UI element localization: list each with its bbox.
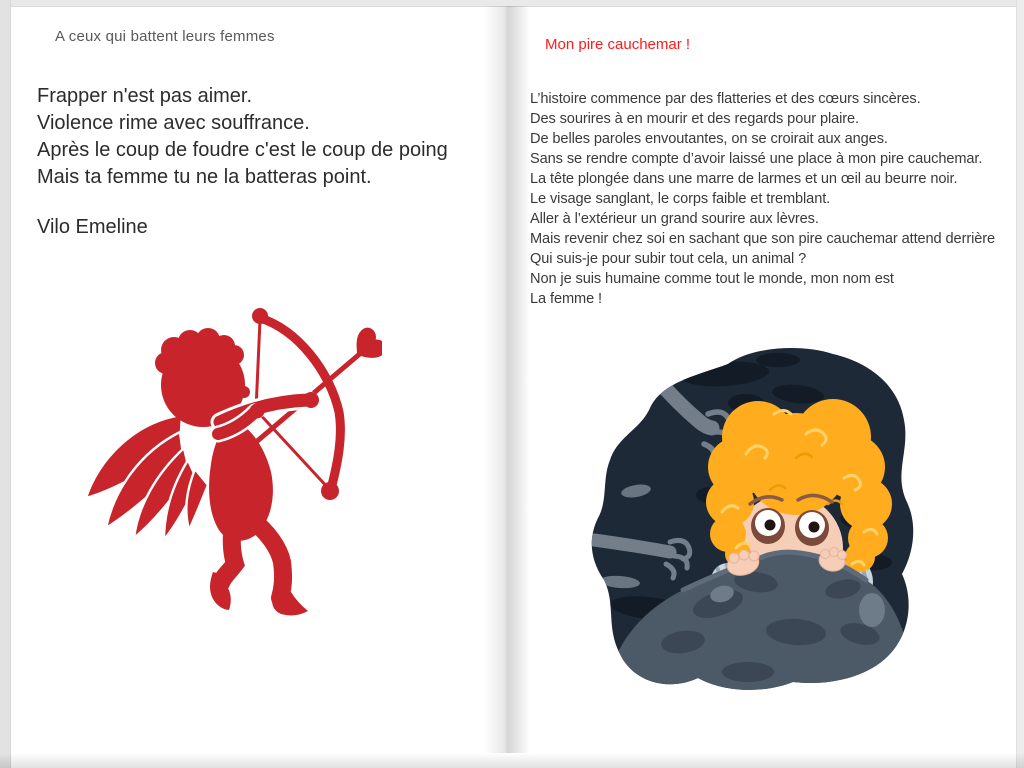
poem-line: La femme ! xyxy=(530,291,602,307)
left-page xyxy=(10,6,486,753)
cupid-silhouette xyxy=(86,308,382,615)
poem-line: De belles paroles envoutantes, on se croirait aux anges. xyxy=(530,131,888,147)
poem-author: Vilo Emeline xyxy=(37,216,148,238)
poem-line: Mais revenir chez soi en sachant que son pire cauchemar attend derrière xyxy=(530,231,996,247)
poem-line: Mais ta femme tu ne la batteras point. xyxy=(37,166,372,188)
cupid-illustration xyxy=(82,300,382,630)
left-page-header: A ceux qui battent leurs femmes xyxy=(55,28,275,45)
nightmare-illustration xyxy=(588,342,924,690)
poem-line: Sans se rendre compte d’avoir laissé une place à mon pire cauchemar. xyxy=(530,151,983,167)
poem-line: Après le coup de foudre c'est le coup de poing xyxy=(37,139,448,161)
poem-line: Non je suis humaine comme tout le monde, mon nom est xyxy=(530,271,894,287)
frame-bottom-edge xyxy=(0,753,1024,768)
cupid-wing xyxy=(86,415,208,540)
poem-line: Le visage sanglant, le corps faible et tremblant. xyxy=(530,191,831,207)
poem-line: Violence rime avec souffrance. xyxy=(37,112,310,134)
right-poem xyxy=(530,89,995,309)
poem-line: Aller à l’extérieur un grand sourire aux lèvres. xyxy=(530,211,819,227)
frame-right-edge xyxy=(1016,0,1024,768)
poem-line: Des sourires à en mourir et des regards pour plaire. xyxy=(530,111,859,127)
book-gutter xyxy=(484,6,530,753)
left-poem xyxy=(37,83,448,191)
poem-line: Qui suis-je pour subir tout cela, un animal ? xyxy=(530,251,807,267)
poem-line: Frapper n'est pas aimer. xyxy=(37,85,253,107)
right-page-title: Mon pire cauchemar ! xyxy=(545,36,691,53)
poem-line: La tête plongée dans une marre de larmes et un œil au beurre noir. xyxy=(530,171,958,187)
poem-line: L’histoire commence par des flatteries et des cœurs sincères. xyxy=(530,91,921,107)
right-page xyxy=(530,6,1017,753)
